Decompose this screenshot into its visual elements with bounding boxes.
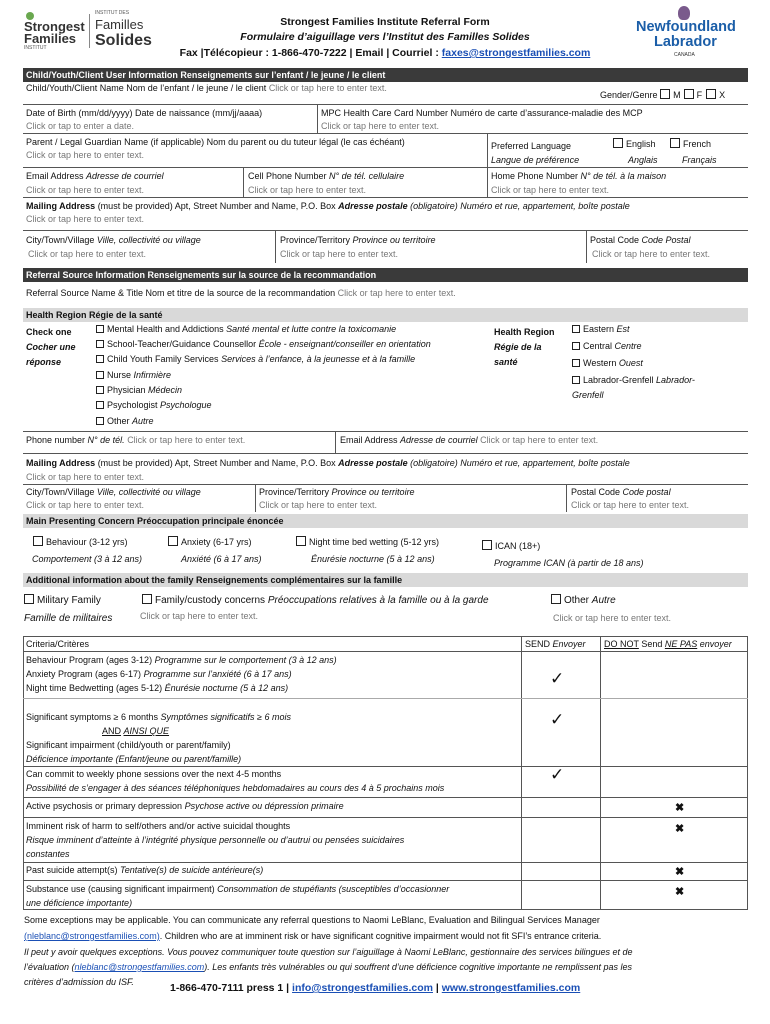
client-name-field[interactable]: Child/Youth/Client Name Nom de l’enfant / le jeune / le client Click or tap here to enter text.: [26, 83, 387, 93]
email-input[interactable]: Click or tap here to enter text.: [26, 185, 145, 195]
pitcher-plant-icon: [678, 6, 690, 20]
other-input[interactable]: Click or tap here to enter text.: [553, 613, 672, 623]
footer-exceptions: Some exceptions may be applicable. You can communicate any referral questions to Naomi LeBlanc, Evaluation and Bilingual Services Manager: [24, 915, 600, 925]
form-subtitle: Formulaire d’aiguillage vers l’Institut des Familles Solides: [240, 31, 530, 43]
criteria-bedwetting: Night time Bedwetting (ages 5-12) Énurésie nocturne (5 à 12 ans): [26, 683, 289, 693]
concern-anxiety[interactable]: Anxiety (6-17 yrs): [168, 536, 252, 548]
nleblanc-email-link-fr[interactable]: nleblanc@strongestfamilies.com: [74, 962, 205, 972]
send-check-icon: ✓: [550, 669, 565, 688]
region-central[interactable]: Central Centre: [572, 340, 642, 352]
do-not-send-header: DO NOT Send NE PAS envoyer: [604, 639, 732, 649]
postal-label: Postal Code Code Postal: [590, 235, 691, 245]
info-email-link[interactable]: info@strongestfamilies.com: [292, 982, 433, 994]
nleblanc-email-link[interactable]: (nleblanc@strongestfamilies.com): [24, 931, 160, 941]
send-check-icon: ✓: [550, 710, 565, 729]
criteria-substance: Substance use (causing significant impairment) Consommation de stupéfiants (susceptibles d’occasionner: [26, 884, 450, 894]
referrer-city-input[interactable]: Click or tap here to enter text.: [26, 500, 145, 510]
concern-ican[interactable]: ICAN (18+): [482, 540, 540, 552]
other-option[interactable]: Other Autre: [551, 594, 616, 607]
additional-section-header: Additional information about the family Renseignements complémentaires sur la famille: [23, 573, 748, 587]
referrer-postal-input[interactable]: Click or tap here to enter text.: [571, 500, 690, 510]
send-header: SEND Envoyer: [525, 639, 586, 649]
gender-m-checkbox[interactable]: [660, 89, 670, 99]
city-label: City/Town/Village Ville, collectivité ou village: [26, 235, 201, 245]
referrer-mailing-input[interactable]: Click or tap here to enter text.: [26, 472, 145, 482]
concern-night-wetting[interactable]: Night time bed wetting (5-12 yrs): [296, 536, 439, 548]
email-label: Email Address Adresse de courriel: [26, 171, 164, 181]
criteria-and: AND AINSI QUE: [102, 726, 170, 736]
postal-input[interactable]: Click or tap here to enter text.: [592, 249, 711, 259]
english-checkbox[interactable]: [613, 138, 623, 148]
criteria-commit-fr: Possibilité de s’engager à des séances téléphoniques hebdomadaires au cours des 4 à 5 prochains mois: [26, 783, 445, 793]
home-phone-input[interactable]: Click or tap here to enter text.: [491, 185, 610, 195]
custody-input[interactable]: Click or tap here to enter text.: [140, 611, 259, 621]
criteria-impairment: Significant impairment (child/youth or parent/family): [26, 740, 231, 750]
english-option[interactable]: English: [613, 138, 656, 150]
criteria-impairment-fr: Déficience importante (Enfant/jeune ou parent/famille): [26, 754, 242, 764]
do-not-send-x-icon: ✖: [675, 886, 685, 898]
referrer-mailing-label: Mailing Address (must be provided) Apt, Street Number and Name, P.O. Box Adresse postale (obligatoire) Numéro et rue, appartement, boîte postale: [26, 458, 630, 468]
criteria-anxiety: Anxiety Program (ages 6-17) Programme sur l’anxiété (6 à 17 ans): [26, 669, 292, 679]
province-label: Province/Territory Province ou territoire: [280, 235, 436, 245]
city-input[interactable]: Click or tap here to enter text.: [28, 249, 147, 259]
preferred-language-label: Preferred Language: [491, 141, 572, 151]
form-title: Strongest Families Institute Referral Form: [280, 16, 490, 28]
dob-input[interactable]: Click or tap to enter a date.: [26, 121, 135, 131]
custody-concerns-option[interactable]: Family/custody concerns Préoccupations relatives à la famille ou à la garde: [142, 594, 489, 607]
french-checkbox[interactable]: [670, 138, 680, 148]
strongest-families-logo: Strongest Families INSTITUT: [24, 12, 86, 52]
criteria-psychosis: Active psychosis or primary depression Psychose active ou dépression primaire: [26, 801, 344, 811]
client-section-header: Child/Youth/Client User Information Renseignements sur l’enfant / le jeune / le client: [23, 68, 748, 82]
criteria-header: Criteria/Critères: [26, 639, 90, 649]
referral-section-header: Referral Source Information Renseignements sur la source de la recommandation: [23, 268, 748, 282]
send-check-icon: ✓: [550, 765, 565, 784]
referrer-email-field[interactable]: Email Address Adresse de courriel Click or tap here to enter text.: [340, 435, 599, 445]
concern-section-header: Main Presenting Concern Préoccupation principale énoncée: [23, 514, 748, 528]
mailing-input[interactable]: Click or tap here to enter text.: [26, 214, 145, 224]
mailing-label: Mailing Address (must be provided) Apt, Street Number and Name, P.O. Box Adresse postale (obligatoire) Numéro et rue, appartement, boîte postale: [26, 201, 630, 211]
referrer-city-label: City/Town/Village Ville, collectivité ou village: [26, 487, 201, 497]
criteria-commit: Can commit to weekly phone sessions over the next 4-5 months: [26, 769, 282, 779]
referrer-type-physician[interactable]: Physician Médecin: [96, 384, 182, 396]
criteria-behaviour: Behaviour Program (ages 3-12) Programme sur le comportement (3 à 12 ans): [26, 655, 337, 665]
region-eastern[interactable]: Eastern Est: [572, 323, 630, 335]
gender-f-checkbox[interactable]: [684, 89, 694, 99]
footer-exceptions-fr: Il peut y avoir quelques exceptions. Vous pouvez communiquer toute question sur l’aiguillage à Naomi LeBlanc, gestionnaire des services bilingues et de: [24, 947, 633, 957]
mcp-label: MPC Health Care Card Number Numéro de carte d’assurance-maladie des MCP: [321, 108, 643, 118]
newfoundland-labrador-logo: Newfoundland Labrador CANADA: [634, 6, 734, 64]
mcp-input[interactable]: Click or tap here to enter text.: [321, 121, 440, 131]
health-section-header: Health Region Régie de la santé: [23, 308, 748, 322]
concern-behaviour[interactable]: Behaviour (3-12 yrs): [33, 536, 128, 548]
referrer-type-mental-health[interactable]: Mental Health and Addictions Santé mental et lutte contre la toxicomanie: [96, 323, 396, 335]
criteria-imminent-risk: Imminent risk of harm to self/others and/or active suicidal thoughts: [26, 821, 291, 831]
gender-field: Gender/Genre M F X: [600, 90, 726, 100]
do-not-send-x-icon: ✖: [675, 866, 685, 878]
footer-exceptions-fr-2: l’évaluation (nleblanc@strongestfamilies.com). Les enfants très vulnérables ou qui souffrent d’une déficience cognitive importante ne remplissent pas les: [24, 962, 632, 972]
military-family-option[interactable]: Military Family: [24, 594, 101, 607]
referrer-type-cyfs[interactable]: Child Youth Family Services Services à l’enfance, à la jeunesse et à la famille: [96, 353, 415, 365]
home-phone-label: Home Phone Number N° de tél. à la maison: [491, 171, 667, 181]
french-option[interactable]: French: [670, 138, 711, 150]
gender-x-checkbox[interactable]: [706, 89, 716, 99]
cell-label: Cell Phone Number N° de tél. cellulaire: [248, 171, 405, 181]
region-labrador-grenfell[interactable]: Labrador-Grenfell Labrador-: [572, 374, 695, 386]
footer-contact: 1-866-470-7111 press 1 | info@strongestfamilies.com | www.strongestfamilies.com: [170, 982, 581, 994]
guardian-input[interactable]: Click or tap here to enter text.: [26, 150, 145, 160]
region-western[interactable]: Western Ouest: [572, 357, 643, 369]
referrer-type-psychologist[interactable]: Psychologist Psychologue: [96, 399, 212, 411]
referrer-type-other[interactable]: Other Autre: [96, 415, 154, 427]
do-not-send-x-icon: ✖: [675, 802, 685, 814]
referrer-province-input[interactable]: Click or tap here to enter text.: [259, 500, 378, 510]
referrer-province-label: Province/Territory Province ou territoire: [259, 487, 415, 497]
contact-line: Fax |Télécopieur : 1-866-470-7222 | Email | Courriel : faxes@strongestfamilies.com: [179, 47, 591, 59]
cell-input[interactable]: Click or tap here to enter text.: [248, 185, 367, 195]
referrer-type-school[interactable]: School-Teacher/Guidance Counsellor École - enseignant/conseiller en orientation: [96, 338, 431, 350]
do-not-send-x-icon: ✖: [675, 823, 685, 835]
guardian-label: Parent / Legal Guardian Name (if applicable) Nom du parent ou du tuteur légal (le cas échéant): [26, 137, 405, 147]
footer-exceptions-fr-3: critères d’admission du ISF.: [24, 977, 134, 987]
criteria-symptoms: Significant symptoms ≥ 6 months Symptômes significatifs ≥ 6 mois: [26, 712, 291, 722]
referrer-phone-field[interactable]: Phone number N° de tél. Click or tap here to enter text.: [26, 435, 246, 445]
province-input[interactable]: Click or tap here to enter text.: [280, 249, 399, 259]
fax-email-link[interactable]: faxes@strongestfamilies.com: [441, 47, 591, 59]
criteria-suicide-attempt: Past suicide attempt(s) Tentative(s) de suicide antérieure(s): [26, 865, 264, 875]
dob-label: Date of Birth (mm/dd/yyyy) Date de naissance (mm/jj/aaaa): [26, 108, 263, 118]
referrer-postal-label: Postal Code Code postal: [571, 487, 671, 497]
familles-solides-logo: INSTITUT DES Familles Solides: [95, 10, 152, 49]
referrer-type-nurse[interactable]: Nurse Infirmière: [96, 369, 171, 381]
referral-name-field[interactable]: Referral Source Name & Title Nom et titre de la source de la recommandation Click or tap here to enter text.: [26, 288, 456, 298]
footer-exceptions-2: (nleblanc@strongestfamilies.com). Children who are at imminent risk or have significant cognitive impairment would not fit SFI’s entrance criteria.: [24, 931, 602, 941]
website-link[interactable]: www.strongestfamilies.com: [441, 982, 581, 994]
